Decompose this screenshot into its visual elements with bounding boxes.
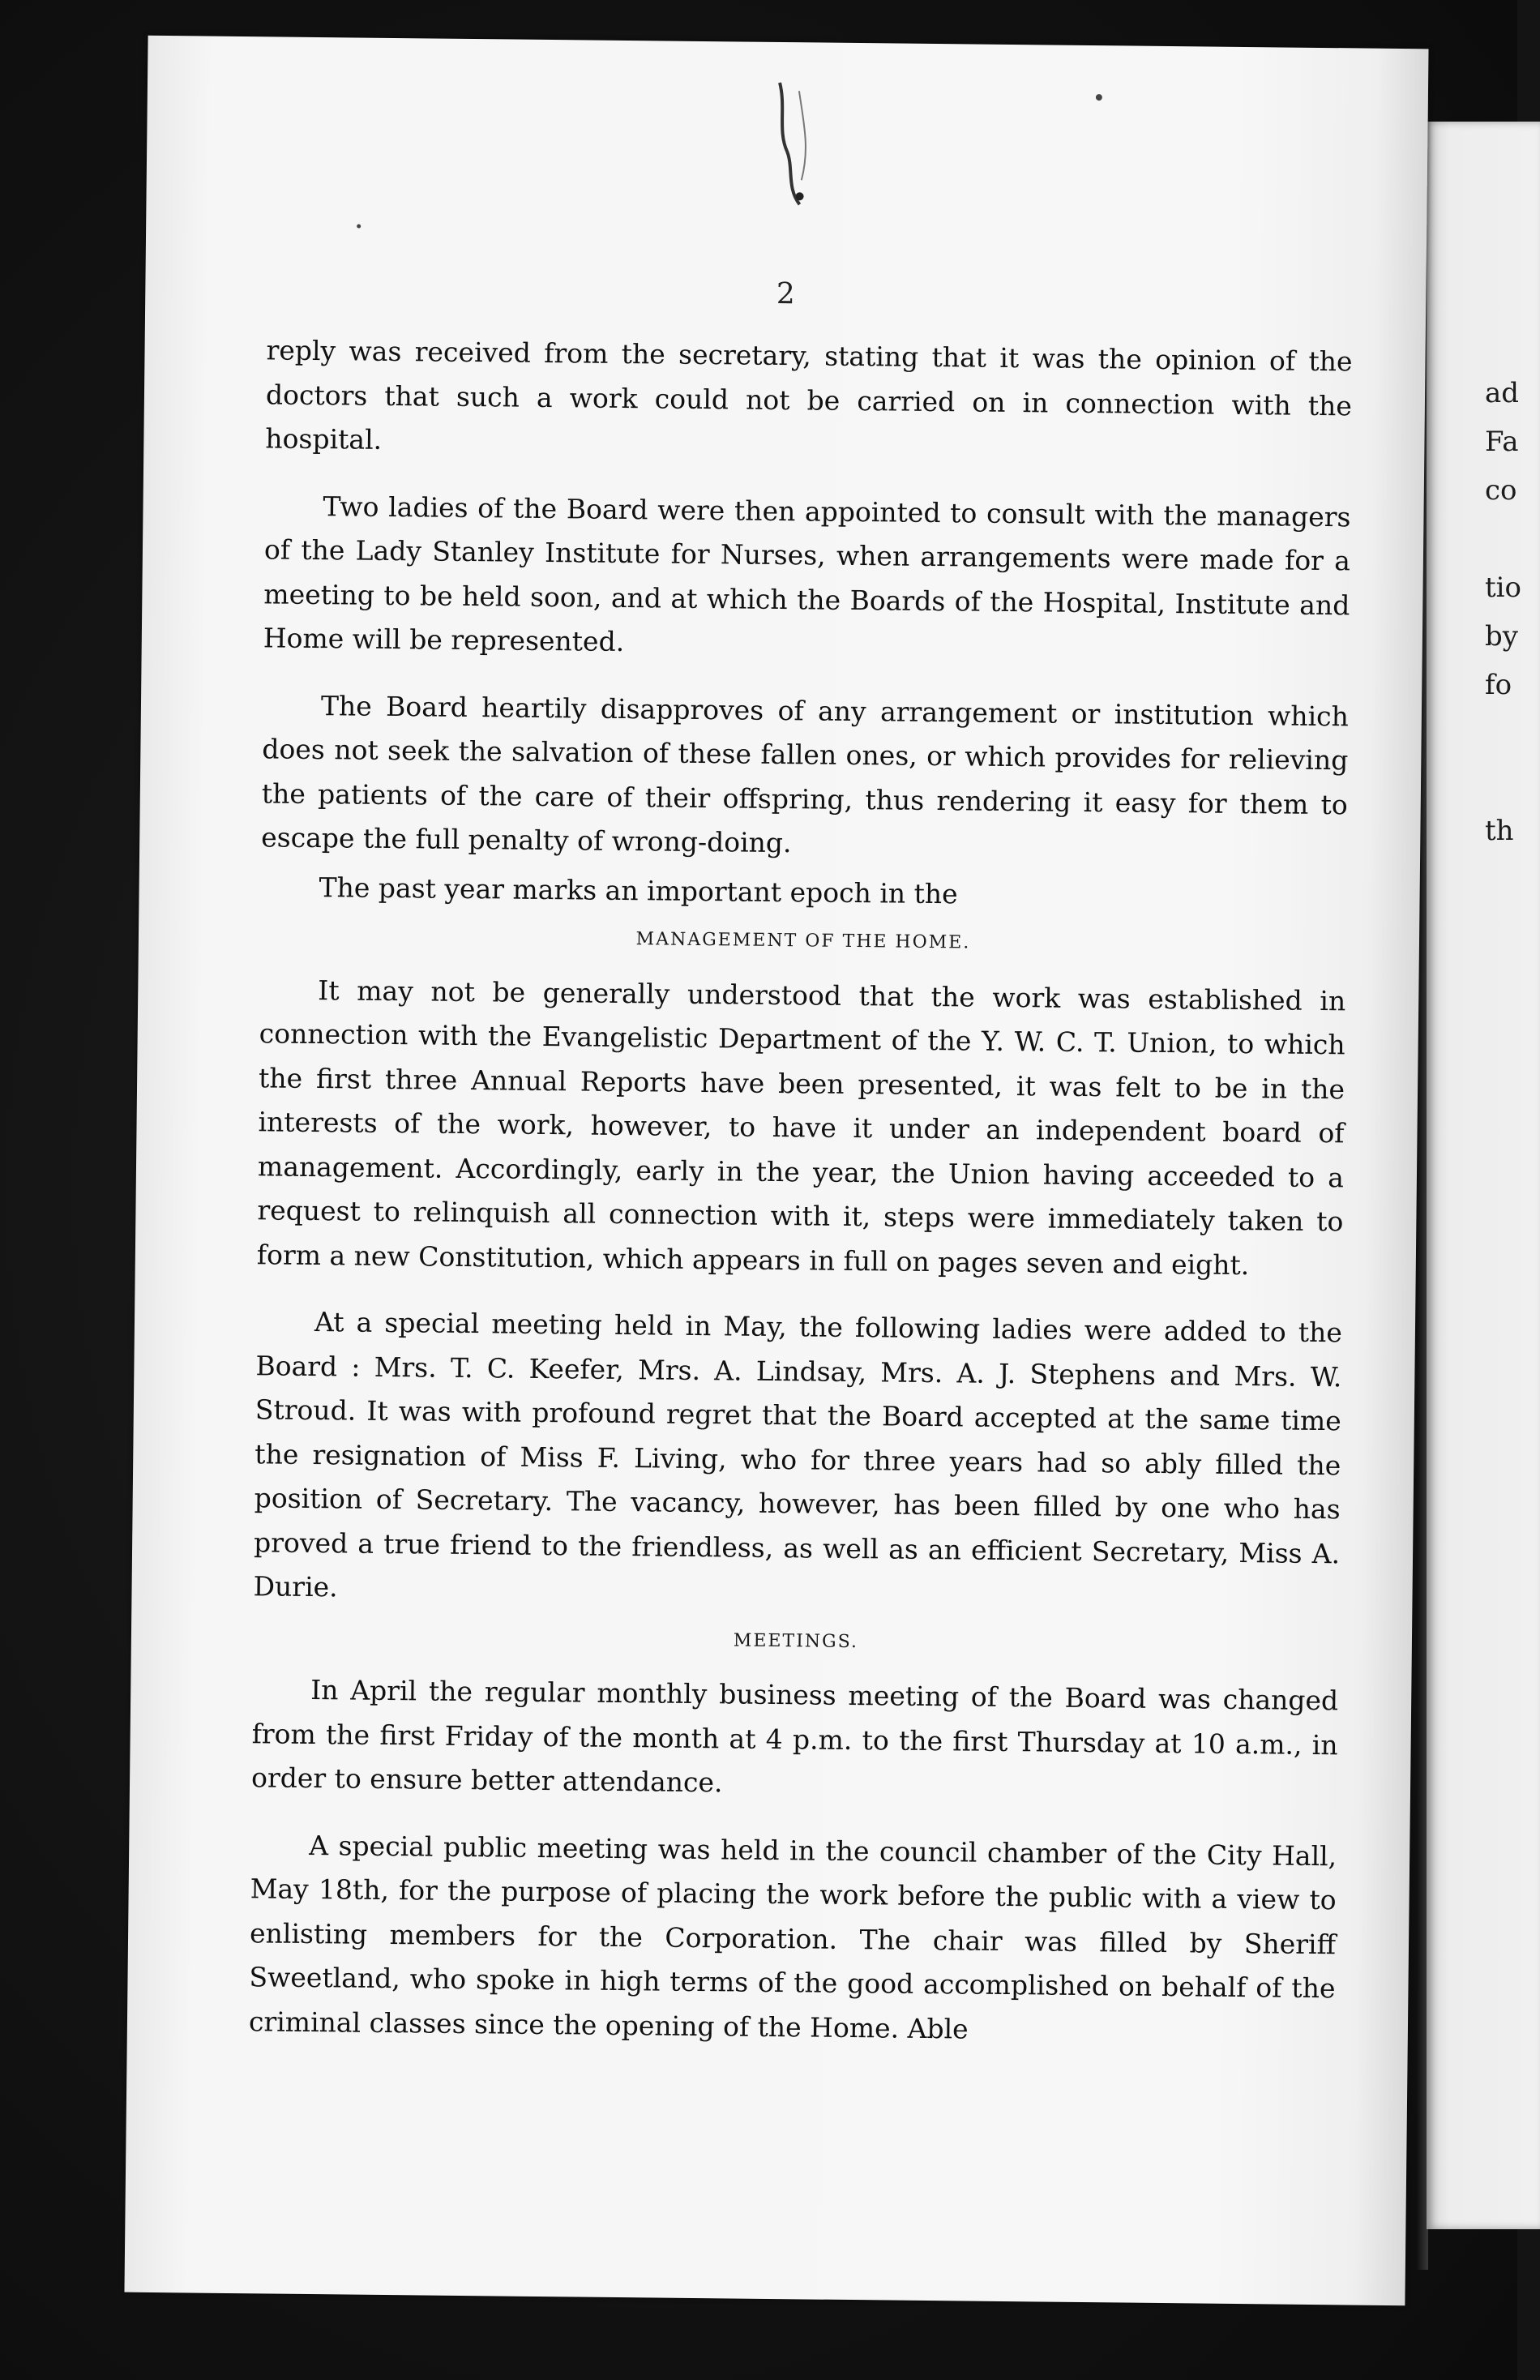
paragraph: A special public meeting was held in the council chamber of the City Hall, May 18th, for the purpose of placing the work before the public with a view to enlisting members for the Corporation. The chair was filled by Sheriff Sweetland, who spoke in high terms of the good accomplished on behalf of the criminal classes since the opening of the Home. Able: [248, 1829, 1337, 2045]
paragraph: reply was received from the secretary, stating that it was the opinion of the doctors that such a work could not be carried on in connection with the hospital.: [265, 334, 1353, 456]
paragraph: Two ladies of the Board were then appointed to consult with the managers of the Lady Stanley Institute for Nurses, when arrangements were made for a meeting to be held soon, and at which the Boards of the Hospital, Institute and Home will be represented.: [263, 490, 1351, 657]
document-page: [124, 36, 1428, 2305]
next-page-fragment: Fa: [1485, 426, 1519, 458]
next-page-fragment: [1485, 758, 1534, 807]
paper-tear-mark: [762, 75, 820, 213]
next-page-fragment: fo: [1485, 669, 1512, 701]
next-page-fragment: tio: [1485, 571, 1522, 604]
section-heading: MEETINGS.: [733, 1629, 859, 1652]
next-page-fragment: by: [1485, 620, 1518, 653]
next-page-fragment: [1485, 709, 1534, 758]
paragraph: At a special meeting held in May, the following ladies were added to the Board : Mrs. T. C. Keefer, Mrs. A. Lindsay, Mrs. A. J. Stephens and Mrs. W. Stroud. It was with profound regret that the Board accepted at the same time the resignation of Miss F. Living, who for three years had so ably filled the position of Secretary. The vacancy, however, has been filled by one who has proved a true friend to the friendless, as well as an efficient Secretary, Miss A. Durie.: [253, 1306, 1343, 1603]
next-page-fragment: co: [1485, 474, 1517, 507]
paper-speck: [1096, 94, 1102, 101]
next-page-text-fragments: [1485, 369, 1534, 855]
paper-speck: [357, 225, 361, 229]
paragraph: The past year marks an important epoch in the: [319, 871, 958, 910]
section-heading: MANAGEMENT OF THE HOME.: [635, 929, 971, 953]
page-number: 2: [776, 276, 795, 311]
next-page-fragment: ad: [1485, 377, 1520, 409]
next-page-fragment: th: [1485, 815, 1514, 847]
page-body: [248, 328, 1352, 2078]
next-page-fragment: [1485, 515, 1534, 563]
paragraph: It may not be generally understood that the work was established in connection with the Evangelistic Department of the Y. W. C. T. Union, to which the first three Annual Reports have been presented, it was felt to be in the interests of the work, however, to have it under an independent board of management. Accordingly, early in the year, the Union having acceeded to a request to relinquish all connection with it, steps were immediately taken to form a new Constitution, which appears in full on pages seven and eight.: [256, 974, 1346, 1281]
paragraph: In April the regular monthly business meeting of the Board was changed from the first Friday of the month at 4 p.m. to the first Thursday at 10 a.m., in order to ensure better attendance.: [250, 1674, 1339, 1799]
paragraph: The Board heartily disapproves of any arrangement or institution which does not seek the salvation of these fallen ones, or which provides for relieving the patients of the care of their offspring, thus rendering it easy for them to escape the full penalty of wrong-doing.: [261, 689, 1350, 859]
